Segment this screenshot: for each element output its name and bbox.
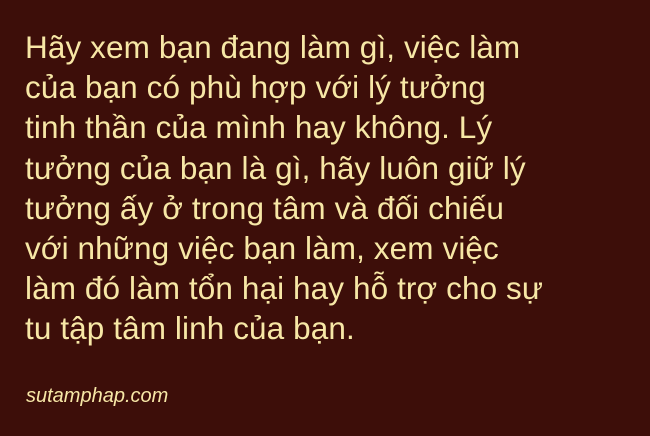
quote-line: với những việc bạn làm, xem việc [25, 230, 499, 267]
quote-line: tu tập tâm linh của bạn. [25, 310, 355, 347]
quote-line: của bạn có phù hợp với lý tưởng [25, 69, 486, 106]
quote-line: làm đó làm tổn hại hay hỗ trợ cho sự [25, 270, 544, 307]
quote-line: tưởng ấy ở trong tâm và đối chiếu [25, 189, 504, 226]
quote-line: Hãy xem bạn đang làm gì, việc làm [25, 29, 521, 65]
source-attribution: sutamphap.com [26, 385, 169, 407]
quote-text [25, 27, 635, 349]
quote-line: tưởng của bạn là gì, hãy luôn giữ lý [25, 149, 526, 186]
quote-line: tinh thần của mình hay không. Lý [25, 109, 493, 146]
